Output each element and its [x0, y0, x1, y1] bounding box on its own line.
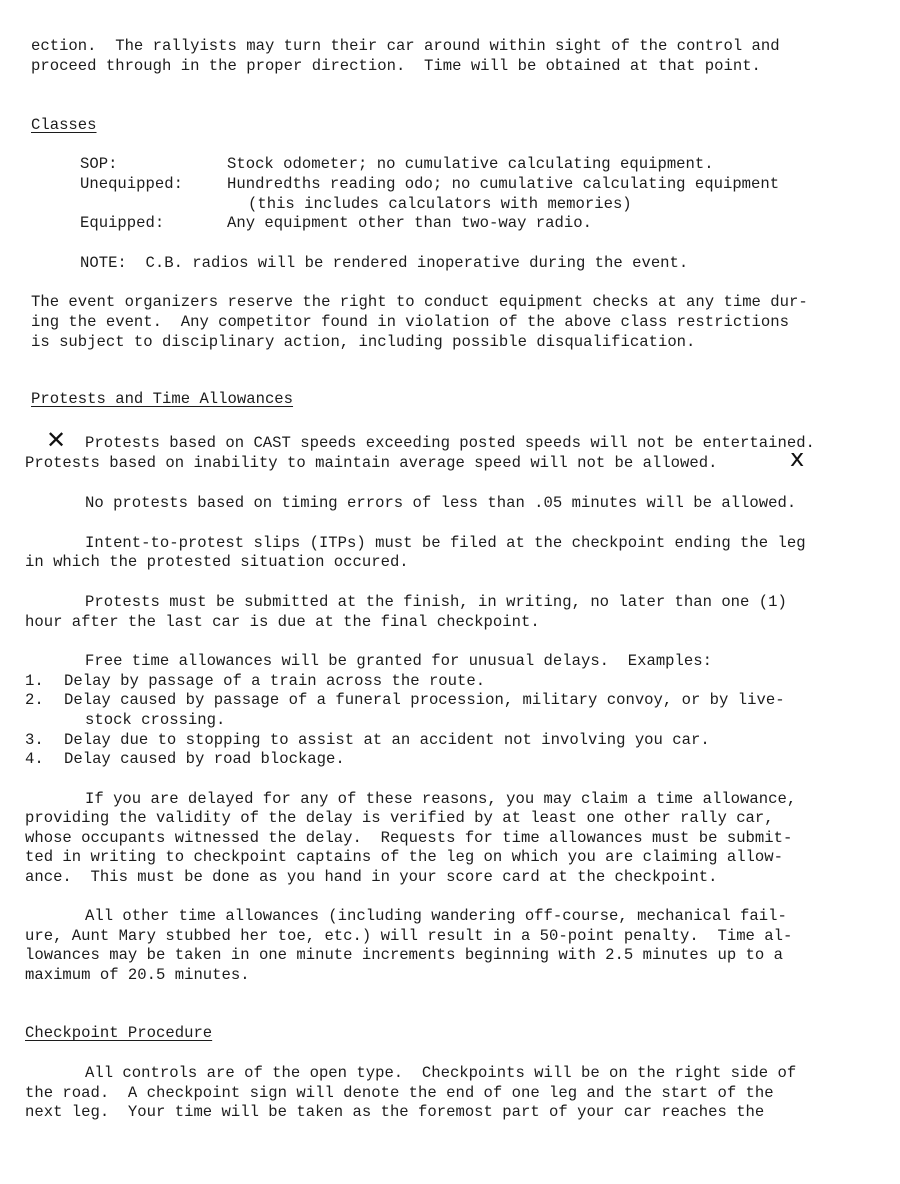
list-item-text-continued: stock crossing.	[85, 711, 226, 729]
list-item-number: 2.	[25, 691, 44, 709]
protests-line-e1: Free time allowances will be granted for unusual delays. Examples:	[85, 652, 712, 670]
list-item-text: Delay caused by road blockage.	[64, 750, 345, 768]
list-item-number: 1.	[25, 672, 44, 690]
list-item-number: 4.	[25, 750, 44, 768]
protests-line-g4: maximum of 20.5 minutes.	[25, 966, 250, 984]
class-desc-unequipped-2: (this includes calculators with memories)	[248, 195, 632, 213]
class-label-sop: SOP:	[80, 155, 118, 173]
protests-line-f5: ance. This must be done as you hand in your score card at the checkpoint.	[25, 868, 718, 886]
list-item-text: Delay by passage of a train across the route.	[64, 672, 486, 690]
protests-line-a1: Protests based on CAST speeds exceeding posted speeds will not be entertained.	[85, 434, 815, 452]
checkpoint-line-3: next leg. Your time will be taken as the foremost part of your car reaches the	[25, 1103, 765, 1121]
class-desc-unequipped: Hundredths reading odo; no cumulative calculating equipment	[227, 175, 780, 193]
classes-paragraph-line-3: is subject to disciplinary action, including possible disqualification.	[31, 333, 696, 351]
section-heading-checkpoint: Checkpoint Procedure	[25, 1024, 213, 1042]
protests-line-f4: ted in writing to checkpoint captains of the leg on which you are claiming allow-	[25, 848, 783, 866]
intro-line-1: ection. The rallyists may turn their car around within sight of the control and	[31, 37, 780, 55]
protests-line-c1: Intent-to-protest slips (ITPs) must be filed at the checkpoint ending the leg	[85, 534, 806, 552]
protests-line-f1: If you are delayed for any of these reasons, you may claim a time allowance,	[85, 790, 797, 808]
list-item-number: 3.	[25, 731, 44, 749]
protests-line-d1: Protests must be submitted at the finish, in writing, no later than one (1)	[85, 593, 787, 611]
classes-paragraph-line-2: ing the event. Any competitor found in violation of the above class restrictions	[31, 313, 789, 331]
class-desc-sop: Stock odometer; no cumulative calculating equipment.	[227, 155, 714, 173]
list-item-text: Delay due to stopping to assist at an accident not involving you car.	[64, 731, 710, 749]
protests-line-a2: Protests based on inability to maintain average speed will not be allowed.	[25, 454, 718, 472]
checkpoint-line-2: the road. A checkpoint sign will denote the end of one leg and the start of the	[25, 1084, 774, 1102]
protests-line-g2: ure, Aunt Mary stubbed her toe, etc.) will result in a 50-point penalty. Time al-	[25, 927, 793, 945]
class-label-equipped: Equipped:	[80, 214, 165, 232]
classes-note: NOTE: C.B. radios will be rendered inoperative during the event.	[80, 254, 689, 272]
protests-line-f2: providing the validity of the delay is verified by at least one other rally car,	[25, 809, 774, 827]
protests-line-b1: No protests based on timing errors of less than .05 minutes will be allowed.	[85, 494, 797, 512]
protests-line-g1: All other time allowances (including wandering off-course, mechanical fail-	[85, 907, 787, 925]
handwritten-x-mark: ✕	[46, 426, 67, 454]
checkpoint-line-1: All controls are of the open type. Checkpoints will be on the right side of	[85, 1064, 797, 1082]
intro-line-2: proceed through in the proper direction. Time will be obtained at that point.	[31, 57, 761, 75]
section-heading-protests: Protests and Time Allowances	[31, 390, 294, 408]
class-label-unequipped: Unequipped:	[80, 175, 183, 193]
protests-line-c2: in which the protested situation occured.	[25, 553, 409, 571]
class-desc-equipped: Any equipment other than two-way radio.	[227, 214, 592, 232]
list-item-text: Delay caused by passage of a funeral procession, military convoy, or by live-	[64, 691, 785, 709]
section-heading-classes: Classes	[31, 116, 97, 134]
protests-line-d2: hour after the last car is due at the final checkpoint.	[25, 613, 540, 631]
protests-line-f3: whose occupants witnessed the delay. Requests for time allowances must be submit-	[25, 829, 793, 847]
classes-paragraph-line-1: The event organizers reserve the right to conduct equipment checks at any time dur-	[31, 293, 808, 311]
handwritten-check-mark: ⅹ	[790, 444, 805, 472]
protests-line-g3: lowances may be taken in one minute increments beginning with 2.5 minutes up to a	[25, 946, 783, 964]
